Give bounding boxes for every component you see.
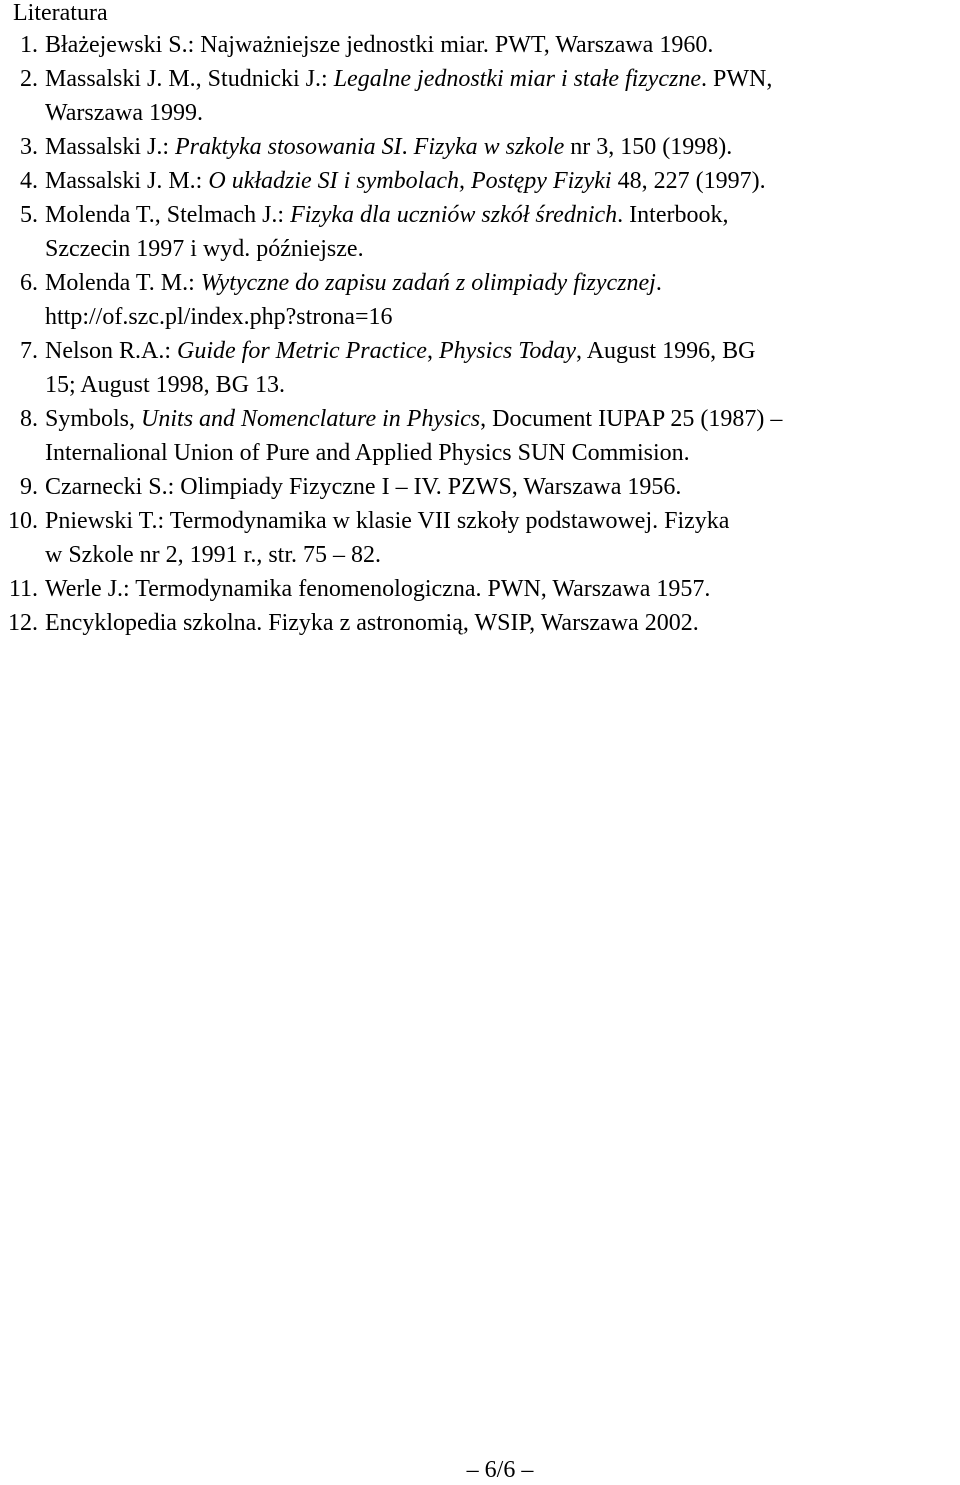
reference-text: Symbols, — [45, 406, 142, 432]
reference-title-italic: O układzie SI i symbolach, Postępy Fizyki — [208, 168, 612, 194]
reference-line — [45, 268, 662, 298]
reference-number: 12. — [8, 610, 38, 636]
reference-text: Błażejewski S.: Najważniejsze jednostki miar. PWT, Warszawa 1960. — [45, 32, 714, 58]
reference-line — [45, 64, 772, 94]
reference-text: Massalski J. M., Studnicki J.: — [45, 66, 334, 92]
reference-line — [45, 132, 732, 162]
reference-line — [45, 302, 392, 332]
reference-text: 15; August 1998, BG 13. — [45, 372, 286, 398]
reference-line — [45, 404, 782, 434]
reference-line — [45, 30, 713, 60]
reference-number: 9. — [20, 474, 38, 500]
reference-number: 4. — [20, 168, 38, 194]
reference-number: 2. — [20, 66, 38, 92]
reference-title-italic: Physics Today — [438, 338, 577, 364]
reference-line — [45, 506, 729, 536]
reference-text: Czarnecki S.: Olimpiady Fizyczne I – IV. PZWS, Warszawa 1956. — [45, 474, 682, 500]
reference-title-italic: Wytyczne do zapisu zadań z olimpiady fizycznej — [200, 270, 656, 296]
reference-line — [45, 472, 681, 502]
reference-text: . — [401, 134, 414, 160]
reference-number: 3. — [20, 134, 38, 160]
reference-text: Massalski J.: — [45, 134, 176, 160]
reference-line — [45, 234, 364, 264]
reference-text: Szczecin 1997 i wyd. późniejsze. — [45, 236, 364, 262]
reference-title-italic: Guide for Metric Practice — [177, 338, 427, 364]
page-number: – 6/6 – — [466, 1457, 534, 1483]
reference-number: 6. — [20, 270, 38, 296]
reference-text: w Szkole nr 2, 1991 r., str. 75 – 82. — [45, 542, 381, 568]
reference-text: . Interbook, — [617, 202, 729, 228]
reference-line — [45, 574, 710, 604]
reference-title-italic: Units and Nomenclature in Physics — [141, 406, 481, 432]
page-footer — [0, 1455, 960, 1485]
reference-text: Internalional Union of Pure and Applied Physics SUN Commision. — [45, 440, 690, 466]
reference-text: Molenda T., Stelmach J.: — [45, 202, 291, 228]
reference-number: 7. — [20, 338, 38, 364]
reference-line — [45, 336, 755, 366]
reference-text: Molenda T. M.: — [45, 270, 201, 296]
reference-text: . — [655, 270, 662, 296]
reference-line — [45, 608, 699, 638]
reference-text: , — [426, 338, 439, 364]
reference-title-italic: Praktyka stosowania SI — [175, 134, 402, 160]
reference-text: 48, 227 (1997). — [611, 168, 766, 194]
reference-text: , Document IUPAP 25 (1987) – — [480, 406, 783, 432]
reference-title-italic: Legalne jednostki miar i stałe fizyczne — [333, 66, 701, 92]
reference-line — [45, 200, 728, 230]
reference-line — [45, 98, 203, 128]
reference-number: 10. — [8, 508, 38, 534]
reference-text: Encyklopedia szkolna. Fizyka z astronomią, WSIP, Warszawa 2002. — [45, 610, 699, 636]
reference-line — [45, 540, 381, 570]
reference-line — [45, 166, 766, 196]
reference-text: Massalski J. M.: — [45, 168, 209, 194]
reference-text: http://of.szc.pl/index.php?strona=16 — [45, 304, 393, 330]
reference-line — [45, 438, 690, 468]
reference-number: 5. — [20, 202, 38, 228]
reference-text: nr 3, 150 (1998). — [564, 134, 733, 160]
reference-text: Nelson R.A.: — [45, 338, 177, 364]
reference-number: 1. — [20, 32, 38, 58]
reference-title-italic: Fizyka dla uczniów szkół średnich — [290, 202, 618, 228]
reference-text: Warszawa 1999. — [45, 100, 204, 126]
reference-title-italic: Fizyka w szkole — [413, 134, 565, 160]
reference-number: 11. — [8, 576, 38, 602]
reference-line — [45, 370, 285, 400]
reference-text: Pniewski T.: Termodynamika w klasie VII szkoły podstawowej. Fizyka — [45, 508, 730, 534]
reference-text: . PWN, — [700, 66, 773, 92]
reference-text: Werle J.: Termodynamika fenomenologiczna. PWN, Warszawa 1957. — [45, 576, 711, 602]
reference-text: , August 1996, BG — [576, 338, 756, 364]
reference-number: 8. — [20, 406, 38, 432]
section-heading: Literatura — [13, 0, 108, 26]
